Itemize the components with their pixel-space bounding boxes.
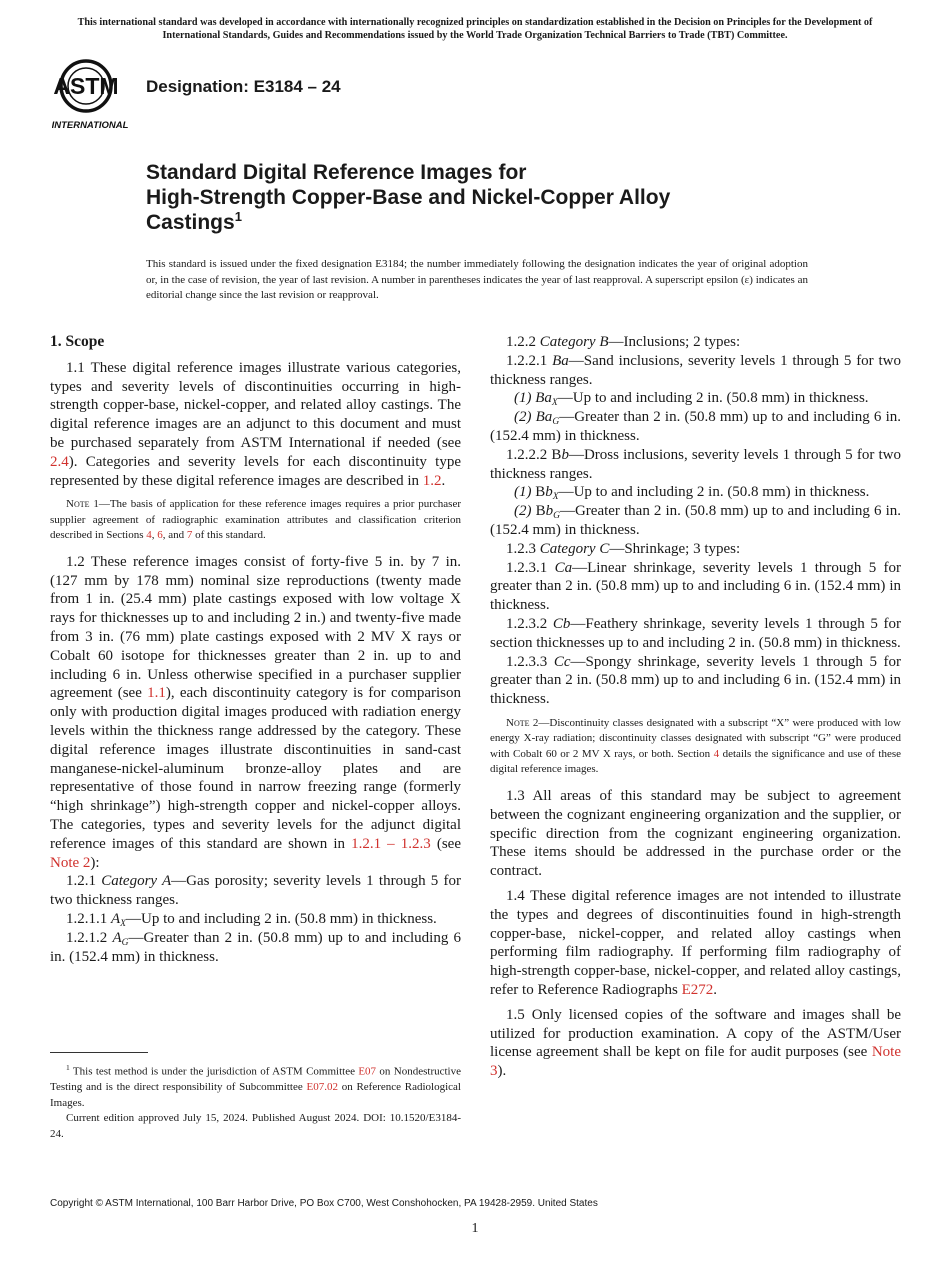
ref-link[interactable]: 4 (146, 529, 152, 542)
title-line-3 (146, 210, 826, 235)
paragraph-1-5: 1.5 Only licensed copies of the software and images shall be utilized for production examination. A copy of the ASTM/User license agreement shall be kept on file for audit purposes (see Note 3). (490, 1006, 901, 1080)
logo-subtext: INTERNATIONAL (52, 120, 129, 131)
logo-text: ASTM (53, 73, 119, 99)
paragraph-1-2-3-1: 1.2.3.1 Ca—Linear shrinkage, severity levels 1 through 5 for greater than 2 in. (50.8 mm) up to and including 6 in. (152.4 mm) in thickness. (490, 559, 901, 614)
paragraph-1-3: 1.3 All areas of this standard may be subject to agreement between the cognizant engineering organization and the supplier, or specific direction from the cognizant engineering organization. These items should be addressed in the purchase order or the contract. (490, 787, 901, 880)
paragraph-1-2-2: 1.2.2 Category B—Inclusions; 2 types: (506, 334, 741, 350)
ref-link[interactable]: 1.1 (147, 685, 166, 702)
ref-link[interactable]: 6 (157, 529, 163, 542)
paragraph-1-2-1-1: 1.2.1.1 $A_X—Up$ to and including 2 in. (50.8 mm) in thickness. (66, 911, 437, 930)
note-1: Note 1—The basis of application for these reference images requires a prior purchaser supplier agreement of radiographic examination attributes and classification criterion described in Sections 4, 6, and 7 of this standard. (50, 498, 461, 542)
copyright-line: Copyright © ASTM International, 100 Barr Harbor Drive, PO Box C700, West Conshohocken, PA 19428-2959. United States (50, 1198, 598, 1209)
ref-link[interactable]: E07 (358, 1065, 377, 1078)
ref-link[interactable]: E272 (681, 981, 714, 998)
title-line-2: High-Strength Copper-Base and Nickel-Copper Alloy (146, 186, 671, 209)
paragraph-1-2-3: 1.2.3 Category C—Shrinkage; 3 types: (506, 540, 741, 557)
issued-note: This standard is issued under the fixed designation E3184; the number immediately following the designation indicates the year of original adoption or, in the case of revision, the year of last revision. A number in parentheses indicates the year of last reapproval. A superscript epsilon (ε) indicates an editorial change since the last revision or reapproval. (146, 258, 808, 301)
wto-notice: This international standard was developed in accordance with internationally recognized principles on standardization established in the Decision on Principles for the Development of International Standards, Guides and Recommendations issued by the World Trade Organization Technical Barriers to Trade (TBT) Committee. (77, 17, 873, 41)
paragraph-1-2-1: 1.2.1 Category A—Gas porosity; severity levels 1 through 5 for two thickness ranges. (50, 873, 462, 909)
paragraph-1-2-1-2: 1.2.1.2 $A_G—Greater$ than 2 in. (50.8 mm) up to and including 6 in. (152.4 mm) in thickness. (50, 929, 461, 965)
ref-link[interactable]: 4 (713, 747, 720, 760)
ref-link[interactable]: 7 (186, 529, 193, 542)
title-line-3-text: Castings (146, 211, 235, 234)
footnote-1: $^1$ This test method is under the jurisdiction of ASTM Committee E07 on Nondestructive Testing and is the direct responsibility of Subcommittee E07.02 on Reference Radiological Images. (50, 1063, 461, 1109)
ref-link[interactable]: 1.2 (422, 472, 442, 489)
paragraph-1-2-2-2-1: (1) $Bb_X—Up$ to and including 2 in. (50.8 mm) in thickness. (514, 484, 870, 503)
footnote (50, 1060, 461, 1142)
paragraph-1-2: 1.2 These reference images consist of forty-five 5 in. by 7 in. (127 mm by 178 mm) nominal size reproductions (twenty made from 1 in. (25.4 mm) plate castings exposed with low voltage X rays for thicknesses up to and including 2 in.) and twenty-five made from 3 in. (76 mm) plate castings exposed with 2 MV X rays or Cobalt 60 isotope for thicknesses greater than 2 in. up to and including 6 in. Unless otherwise specified in a purchaser supplier agreement (see 1.1), each discontinuity category is for comparison only with production digital images produced with radiation energy levels within the thickness range addressed by the category. These digital reference images illustrate discontinuities in sand-cast manganese-nickel-aluminum bronze-alloy plates and are representative of those found in narrow freezing range (formerly “high shrinkage”) high-strength copper and nickel-copper alloys. The categories, types and severity levels for the adjunct digital reference images of this standard are shown in 1.2.1 – 1.2.3 (see Note 2): (50, 553, 462, 871)
paragraph-1-1: 1.1 These digital reference images illustrate various categories, types and severity levels of discontinuities occurring in high-strength copper-base, nickel-copper, and related alloy castings. The digital reference images are an adjunct to this document and must be purchased separately from ASTM International if needed (see 2.4). Categories and severity levels for each discontinuity type represented by these digital reference images are described in 1.2. (50, 359, 461, 489)
ref-link[interactable]: Note 2 (50, 854, 91, 871)
title-line-1: Standard Digital Reference Images for (146, 161, 527, 184)
astm-logo (52, 56, 136, 132)
right-column (490, 333, 901, 1081)
section-heading-scope: 1. Scope (50, 333, 105, 350)
page-number: 1 (471, 1221, 479, 1236)
paragraph-1-2-3-2: 1.2.3.2 Cb—Feathery shrinkage, severity levels 1 through 5 for section thicknesses up to and including 2 in. (50.8 mm) in thickness. (490, 615, 902, 651)
paragraph-1-2-2-1-2: (2) $Ba_G—Greater$ than 2 in. (50.8 mm) up to and including 6 in. (152.4 mm) in thickness. (490, 409, 901, 444)
paragraph-1-4: 1.4 These digital reference images are not intended to illustrate the types and degrees of discontinuities found in high-strength copper-base, nickel-copper, and related alloy castings when performing film radiography. If performing film radiography of high-strength copper-base, nickel-copper, and related alloy castings, refer to Reference Radiographs E272. (490, 887, 901, 998)
ref-link[interactable]: 1.2.1 – 1.2.3 (351, 835, 431, 852)
footnote-edition: Current edition approved July 15, 2024. Published August 2024. DOI: 10.1520/E3184-24. (50, 1112, 461, 1140)
page-title (146, 160, 826, 235)
paragraph-1-2-2-1-1: (1) $Ba_X—Up$ to and including 2 in. (50.8 mm) in thickness. (514, 390, 869, 409)
paragraph-1-2-2-2: 1.2.2.2 Bb—Dross inclusions, severity levels 1 through 5 for two thickness ranges. (490, 446, 901, 482)
ref-link[interactable]: Note 3 (490, 1044, 901, 1080)
ref-link[interactable]: 2.4 (50, 453, 69, 470)
left-column (50, 333, 461, 966)
paragraph-1-2-3-3: 1.2.3.3 Cc—Spongy shrinkage, severity levels 1 through 5 for greater than 2 in. (50.8 mm) up to and including 6 in. (152.4 mm) in thickness. (490, 653, 902, 708)
title-footnote-mark: 1 (234, 209, 242, 224)
ref-link[interactable]: E07.02 (306, 1081, 338, 1094)
note-2: Note 2—Discontinuity classes designated with a subscript “X” were produced with low energy X-ray radiation; discontinuity classes designated with subscript “G” were produced with Cobalt 60 or 2 MV X rays, or both. Section 4 details the significance and use of these digital reference images. (490, 716, 901, 776)
designation: Designation: E3184 – 24 (146, 77, 341, 96)
footnote-divider (50, 1052, 148, 1053)
paragraph-1-2-2-1: 1.2.2.1 Ba—Sand inclusions, severity levels 1 through 5 for two thickness ranges. (490, 352, 902, 388)
paragraph-1-2-2-2-2: (2) $Bb_G—Greater$ than 2 in. (50.8 mm) up to and including 6 in. (152.4 mm) in thickness. (490, 503, 901, 538)
